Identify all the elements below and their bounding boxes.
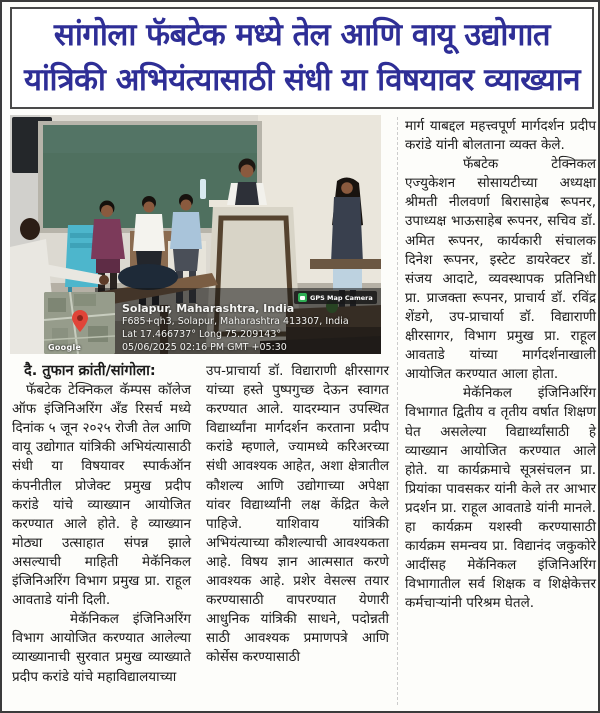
map-thumbnail [44,292,115,354]
gps-coordinates: Lat 17.466737° Long 75.209143° [122,329,282,340]
gps-address: F685+qh3, Solapur, Maharashtra 413307, India [122,316,349,327]
headline-line-1: सांगोला फॅबटेक मध्ये तेल आणि वायू उद्योगात [53,17,551,53]
gps-badge-label: GPS Map Camera [310,293,373,302]
google-watermark: Google [48,343,82,352]
article-column-right [405,117,596,613]
article-paragraph: मेकॅनिकल इंजिनिअरिंग विभागात द्वितीय व तृतीय वर्षात शिक्षण घेत असलेल्या विद्यार्थ्यांसाठी हे व्याख्यान आयोजित करण्यात आले होते. या कार्यक्रमाचे सूत्रसंचलन प्रा. प्रियांका पावसकर यांनी केले तर आभार प्रदर्शन प्रा. राहूल आवताडे यांनी मानले. हा कार्यक्रम यशस्वी करण्यासाठी कार्यक्रम समन्वय प्रा. विद्यानंद जकुकोरे आदींसह मेकॅनिकल इंजिनिअरिंग विभागातील सर्व शिक्षक व शिक्षेकेत्तर कर्मचाऱ्यांनी परिश्रम घेतले. [405,385,596,612]
article-paragraph: मार्ग याबद्दल महत्त्वपूर्ण मार्गदर्शन प्रदीप करांडे यांनी बोलताना व्यक्त केले. [405,118,596,154]
camera-icon [298,293,307,302]
bench [310,259,381,269]
article-photo [10,115,381,354]
article-paragraph: फॅबटेक टेक्निकल कॅम्पस कॉलेज ऑफ इंजिनिअरिंग अँड रिसर्च मध्ये दिनांक ५ जून २०२५ रोजी तेल आणि वायू उद्योगात यांत्रिकी अभियंत्यासाठी संधी या विषयावर स्पार्कऑन कंपनीतील प्रोजेक्ट प्रमुख प्रदीप करांडे यांचे व्याख्यान आयोजित करण्यात आले होते. हे व्याख्यान मोठ्या उत्साहात संपन्न झाले असल्याची माहिती मेकॅनिकल इंजिनिअरिंग विभाग प्रमुख प्रा. राहूल आवताडे यांनी दिली. [12,382,191,609]
headline-line-2: यांत्रिकी अभियंत्यासाठी संधी या विषयावर व्याख्यान [23,62,581,98]
gps-map-camera-badge [294,291,377,304]
article-column-middle [206,362,389,668]
gps-datetime: 05/06/2025 02:16 PM GMT +05:30 [122,342,287,353]
gps-location: Solapur, Maharashtra, India [122,302,295,315]
gps-overlay-text [122,302,378,354]
article-column-left [12,362,191,687]
article-paragraph: उप-प्राचार्या डॉ. विद्याराणी क्षीरसागर यांच्या हस्ते पुष्पगुच्छ देऊन स्वागत करण्यात आले. यादरम्यान उपस्थित विद्यार्थ्यांना मार्गदर्शन करताना प्रदीप करांडे म्हणाले, ज्यामध्ये करिअरच्या संधी आवश्यक आहेत, अशा क्षेत्रातील कौशल्य आणि उद्योगाच्या अपेक्षा यांवर विद्यार्थ्यांनी लक्ष केंद्रित केले पाहिजे. याशिवाय यांत्रिकी अभियंत्याच्या कौशल्याची आवश्यकता आहे. विषय ज्ञान आत्मसात करणे आवश्यक आहे. प्रशेर वेसल्स तयार करण्यासाठी वापरण्यात येणारी आधुनिक यांत्रिकी साधने, पदोन्नती साठी आवश्यक प्रमाणपत्रे आणि कोर्सेस करण्यासाठी [206,363,389,666]
water-bottle [200,179,206,199]
column-divider [397,117,398,705]
headline [10,7,594,109]
dateline: दै. तुफान क्रांती/सांगोला: [24,363,156,379]
article-paragraph: मेकॅनिकल इंजिनिअरिंग विभाग आयोजित करण्यात आलेल्या व्याख्यानाची सुरवात प्रमुख व्याख्याते प्रदीप करांडे यांचे महाविद्यालयाच्या [12,611,191,685]
article-paragraph: फॅबटेक टेक्निकल एज्युकेशन सोसायटीच्या अध्यक्षा श्रीमती नीलवर्णा बिरासाहेब रूपनर, उपाध्यक्ष भाऊसाहेब रूपनर, सचिव डॉ. अमित रूपनर, कार्यकारी संचालक दिनेश रूपनर, इस्टेट डायरेक्टर डॉ. संजय आदाटे, व्यवस्थापक प्रतिनिधी प्रा. प्राजक्ता रूपनर, प्राचार्य डॉ. रविंद्र शेंडगे, उप-प्राचार्या डॉ. विद्याराणी क्षीरसागर, विभाग प्रमुख प्रा. राहूल आवताडे यांच्या मार्गदर्शनाखाली आयोजित करण्यात आला होता. [405,156,596,383]
